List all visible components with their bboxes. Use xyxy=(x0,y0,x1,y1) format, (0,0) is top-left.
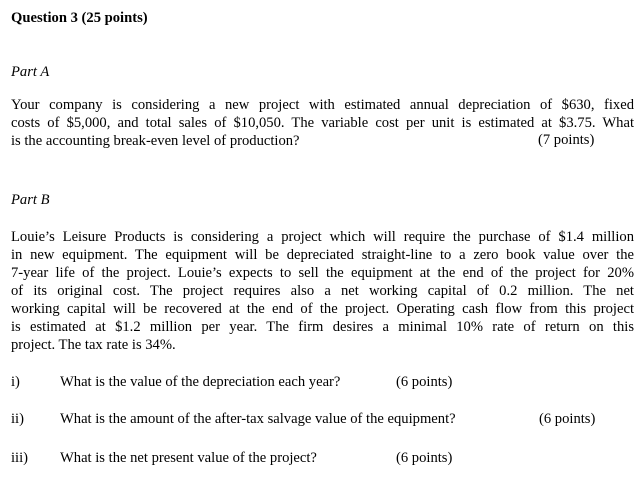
question-ii-number: ii) xyxy=(11,411,24,427)
part-a-points: (7 points) xyxy=(538,132,595,148)
part-b-line: of its original cost. The project requires also a net working capital of 0.2 million. The net xyxy=(11,283,634,299)
question-iii-number: iii) xyxy=(11,450,29,466)
part-b-paragraph xyxy=(11,228,634,354)
part-a-line: Your company is considering a new project with estimated annual depreciation of $630, fixed xyxy=(11,97,634,113)
question-title: Question 3 (25 points) xyxy=(11,10,148,26)
part-b-line: Louie’s Leisure Products is considering a project which will require the purchase of $1.4 million xyxy=(11,229,634,245)
part-a-line: is the accounting break-even level of production? xyxy=(11,133,300,149)
part-b-line: in new equipment. The equipment will be depreciated straight-line to a zero book value over the xyxy=(11,247,634,263)
question-i-number: i) xyxy=(11,374,20,390)
question-ii-text: What is the amount of the after-tax salvage value of the equipment? xyxy=(60,411,456,427)
question-ii-points: (6 points) xyxy=(539,411,596,427)
part-a-line: costs of $5,000, and total sales of $10,050. The variable cost per unit is estimated at $3.75. What xyxy=(11,115,634,131)
question-iii-text: What is the net present value of the project? xyxy=(60,450,317,466)
question-iii-points: (6 points) xyxy=(396,450,453,466)
part-b-line: 7-year life of the project. Louie’s expects to sell the equipment at the end of the project for 20% xyxy=(11,265,634,281)
part-b-line: working capital will be recovered at the end of the project. Operating cash flow from this project xyxy=(11,301,634,317)
question-i-points: (6 points) xyxy=(396,374,453,390)
question-i-text: What is the value of the depreciation each year? xyxy=(60,374,341,390)
part-b-line: project. The tax rate is 34%. xyxy=(11,337,176,353)
part-a-heading: Part A xyxy=(11,64,50,80)
part-b-line: is estimated at $1.2 million per year. The firm desires a minimal 10% rate of return on this xyxy=(11,319,634,335)
part-b-heading: Part B xyxy=(11,192,50,208)
